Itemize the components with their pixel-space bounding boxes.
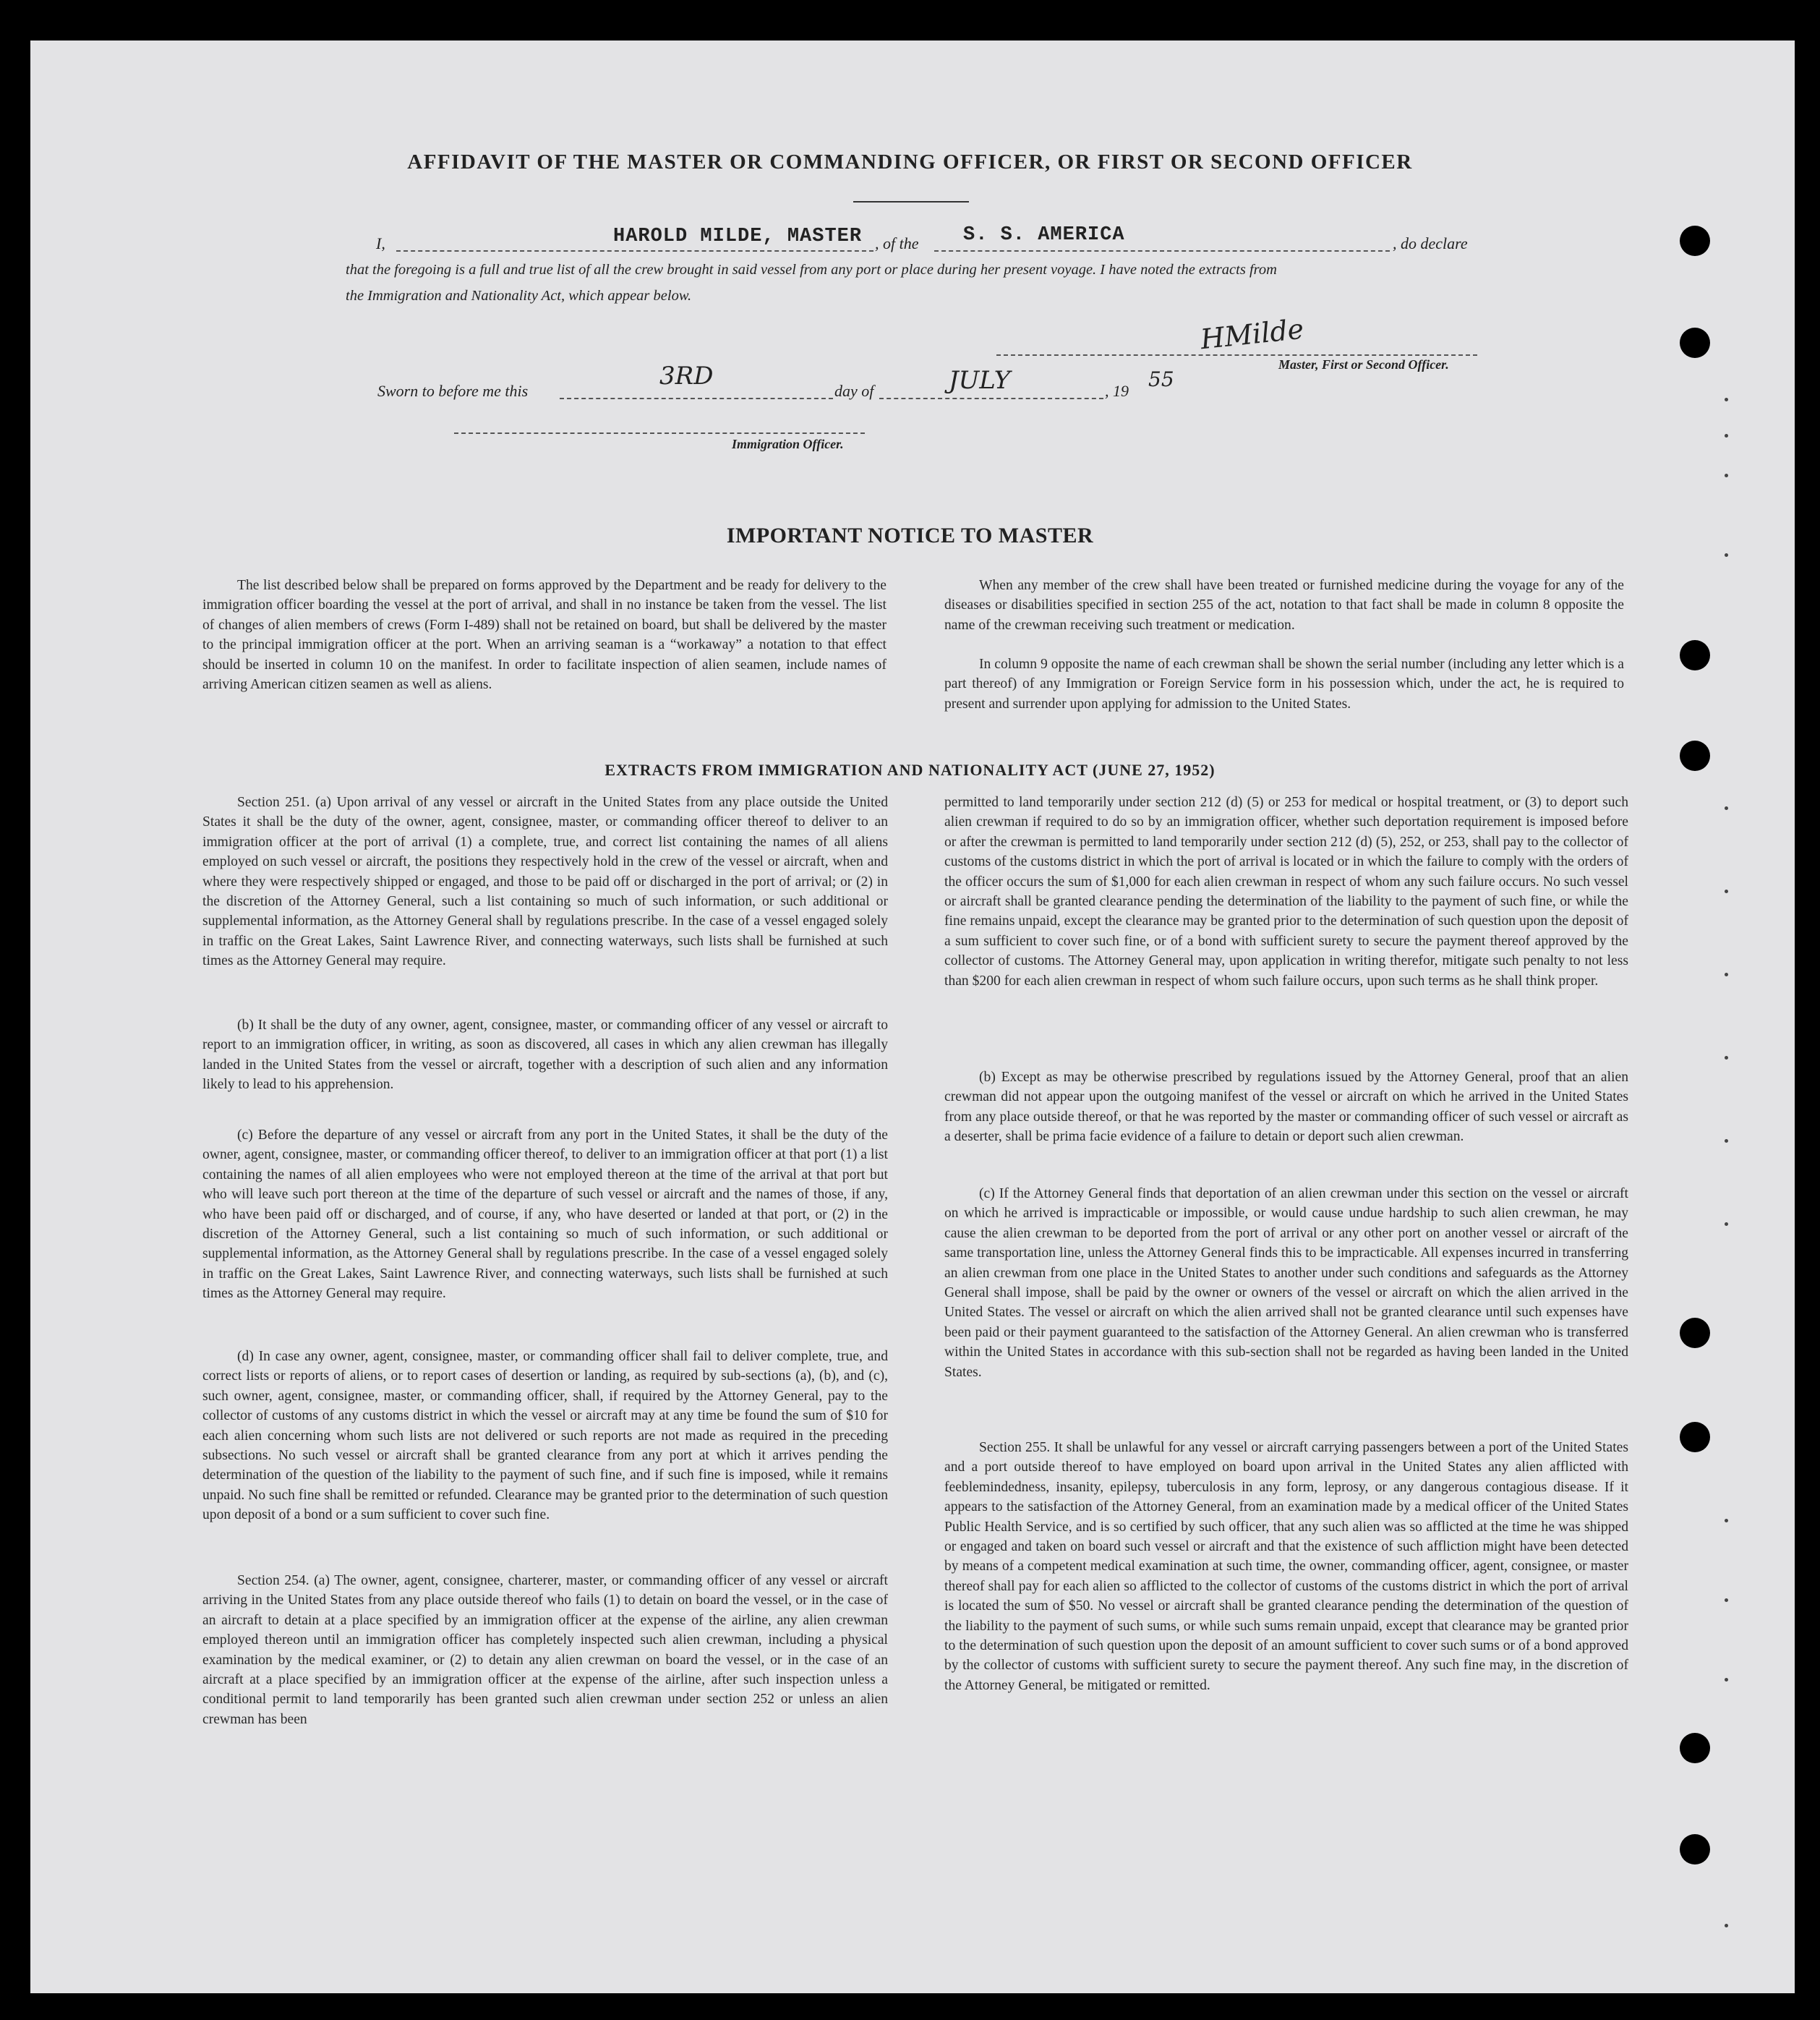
margin-speck — [1725, 553, 1728, 557]
margin-speck — [1725, 474, 1728, 477]
margin-speck — [1725, 973, 1728, 976]
sworn-day-line — [560, 398, 833, 399]
margin-speck — [1725, 1056, 1728, 1060]
margin-speck — [1725, 1598, 1728, 1602]
of-the-label: , of the — [875, 234, 919, 252]
notice-left-paragraph: The list described below shall be prepared on forms approved by the Department and be ready for delivery to the immigration officer boarding the vessel at the port of arrival, and shall in no instance be taken from the vessel. The list of changes of alien members of crews (Form I-489) shall not be retained on board, but shall be delivered by the master to the principal immigration officer at the port. When an arriving seaman is a “workaway” a notation to that effect should be inserted in column 10 on the manifest. In order to facilitate inspection of alien seamen, include names of arriving American citizen seamen as well as aliens. — [202, 578, 886, 693]
section-254-b: (b) Except as may be otherwise prescribed by regulations issued by the Attorney General, proof that an alien crewman did not appear upon the outgoing manifest of the vessel or aircraft on which he arrived in the United States from any place outside thereof, or that he was reported by the master or commanding officer of such vessel or aircraft as a deserter, shall be prima facie evidence of a failure to detain or deport such alien crewman. — [944, 1070, 1628, 1145]
margin-speck — [1725, 806, 1728, 810]
declare-prefix: I, — [376, 234, 385, 252]
section-255: Section 255. It shall be unlawful for any vessel or aircraft carrying passengers between a port of the United States and a port outside thereof to have employed on board upon arrival in the United States any alien afflicted with feeblemindedness, insanity, epilepsy, tuberculosis in any form, leprosy, or any dangerous contagious disease. If it appears to the satisfaction of the Attorney General, from an examination made by a medical officer of the United States Public Health Service, and is so certified by such officer, that any such alien was so afflicted at the time he was shipped or engaged and taken on board such vessel or aircraft and that the existence of such affliction might have been detected by means of a competent medical examination at such time, the owner, commanding officer, agent, consignee, or master thereof shall pay for each alien so afflicted to the collector of customs of the customs district in which the port of arrival is located the sum of $50. No vessel or aircraft shall be granted clearance pending the determination of the question of the liability to the payment of such sums, or while such sums remain unpaid, except that clearance may be granted prior to the determination of such question upon the deposit of an amount sufficient to cover such sums or of a bond approved by the collector of customs with sufficient surety to secure the payment thereof. Any such fine may, in the discretion of the Attorney General, be mitigated or remitted. — [944, 1440, 1628, 1693]
extracts-title: EXTRACTS FROM IMMIGRATION AND NATIONALITY ACT (JUNE 27, 1952) — [604, 761, 1216, 779]
section-254-a-continued: permitted to land temporarily under section 212 (d) (5) or 253 for medical or hospital treatment, or (3) to deport such alien crewman if required to do so by an immigration officer, whether such deportation requirement is imposed before or after the crewman is permitted to land temporarily under section 212 (d) (5), 252, or 253, shall pay to the collector of customs of the customs district in which the port of arrival is located or in which the failure to comply with the orders of the officer occurs the sum of $1,000 for each alien crewman in respect of whom any such failure occurs. No such vessel or aircraft shall be granted clearance pending the determination of the liability to the payment of such fine, or while the fine remains unpaid, except the clearance may be granted prior to the determination of such question upon the deposit of a sum sufficient to cover such fine, or of a bond with sufficient surety to secure the payment thereof approved by the collector of customs. The Attorney General may, upon application in writing therefor, mitigate such penalty to not less than $200 for each alien crewman in respect of whom such failure occurs, upon such terms as he shall think proper. — [944, 795, 1628, 989]
margin-speck — [1725, 398, 1728, 401]
margin-speck — [1725, 434, 1728, 438]
margin-speck — [1725, 1678, 1728, 1682]
binder-hole — [1680, 1318, 1710, 1348]
section-251-c: (c) Before the departure of any vessel or aircraft from any port in the United States, it shall be the duty of the owner, agent, consignee, master, or commanding officer thereof, to deliver to an immigration officer at that port (1) a list containing the names of all alien employees who were not employed thereon at the time of the arrival at that port but who will leave such port thereon at the time of the departure of such vessel or aircraft and the names of those, if any, who have been paid off or discharged, and of course, if any, who have deserted or landed at that port, or (2) in the discretion of the Attorney General, such a list containing so much of such information, or such additional or supplemental information, as the Attorney General shall by regulations prescribe. In the case of a vessel engaged solely in traffic on the Great Lakes, Saint Lawrence River, and connecting waterways, such lists shall be furnished at such times as the Attorney General may require. — [202, 1128, 888, 1302]
binder-hole — [1680, 1733, 1710, 1763]
section-254-c: (c) If the Attorney General finds that deportation of an alien crewman under this section on the vessel or aircraft on which he arrived is impracticable or impossible, or would cause undue hardship to such alien crewman, he may cause the alien crewman to be deported from the port of arrival or any other port on another vessel or aircraft of the same transportation line, unless the Attorney General finds this to be impracticable. All expenses incurred in transferring an alien crewman from one place in the United States to another under such conditions and safeguards as the Attorney General shall impose, shall be paid by the owner or owners of the vessel or aircraft on which the alien arrived in the United States. The vessel or aircraft on which the alien arrived shall not be granted clearance until such expenses have been paid or their payment guaranteed to the satisfaction of the Attorney General. An alien crewman who is transferred within the United States in accordance with this sub-section shall not be regarded as having been landed in the United States. — [944, 1186, 1628, 1380]
binder-hole — [1680, 1834, 1710, 1865]
year-prefix: , 19 — [1105, 382, 1129, 400]
sworn-year: 55 — [1148, 367, 1174, 391]
officer-line — [454, 432, 865, 434]
affidavit-title: AFFIDAVIT OF THE MASTER OR COMMANDING OFFICER, OR FIRST OR SECOND OFFICER — [407, 150, 1413, 174]
sworn-day: 3RD — [659, 362, 714, 391]
signature-caption: Master, First or Second Officer. — [1278, 357, 1449, 372]
binder-hole — [1680, 226, 1710, 256]
section-251-b: (b) It shall be the duty of any owner, agent, consignee, master, or commanding officer of any vessel or aircraft to report to an immigration officer, in writing, as soon as discovered, all cases in which any alien crewman has illegally landed in the United States from the vessel or aircraft, together with a description of such alien and any information likely to lead to his apprehension. — [202, 1018, 888, 1093]
binder-hole — [1680, 1422, 1710, 1452]
vessel-name: S. S. AMERICA — [963, 224, 1125, 246]
master-name: HAROLD MILDE, MASTER — [613, 226, 863, 247]
master-signature: HMilde — [1199, 312, 1306, 356]
section-254-a: Section 254. (a) The owner, agent, consignee, charterer, master, or commanding officer of any vessel or aircraft arriving in the United States from any place outside thereof who fails (1) to detain on board the vessel, or in the case of an aircraft to detain at a place specified by an immigration officer at the expense of the airline, any alien crewman employed thereon until an immigration officer has completely inspected such alien crewman, including a physical examination by the medical examiner, or (2) to detain any alien crewman on board the vessel, or in the case of an aircraft at a place specified by an immigration officer at the expense of the airline, after such inspection unless a conditional permit to land temporarily has been granted such alien crewman under section 252 or unless an alien crewman has been — [202, 1573, 888, 1727]
margin-speck — [1725, 1519, 1728, 1522]
notice-title: IMPORTANT NOTICE TO MASTER — [726, 524, 1094, 547]
sworn-prefix: Sworn to before me this — [377, 382, 529, 400]
margin-speck — [1725, 890, 1728, 893]
title-rule — [853, 201, 969, 203]
do-declare-label: , do declare — [1393, 234, 1468, 252]
sworn-month: JULY — [949, 366, 1011, 395]
notice-right-paragraph-2: In column 9 opposite the name of each crewman shall be shown the serial number (including any letter which is a part thereof) of any Immigration or Foreign Service form in his possession which, under the act, he is required to present and surrender upon applying for admission to the United States. — [944, 657, 1624, 712]
signature-line — [996, 354, 1477, 356]
margin-speck — [1725, 1139, 1728, 1143]
day-of-label: day of — [834, 382, 874, 400]
declaration-line-3: the Immigration and Nationality Act, which appear below. — [346, 288, 692, 304]
officer-caption: Immigration Officer. — [732, 437, 844, 451]
sworn-month-line — [879, 398, 1103, 399]
section-251-a: Section 251. (a) Upon arrival of any vessel or aircraft in the United States from any place outside the United States it shall be the duty of the owner, agent, consignee, master, or commanding officer thereof to deliver to an immigration officer at the port of arrival (1) a complete, true, and correct list containing the names of all aliens employed on such vessel or aircraft, the positions they respectively hold in the crew of the vessel or aircraft, when and where they were respectively shipped or engaged, and those to be paid off or discharged in the port of arrival; or (2) in the discretion of the Attorney General, such a list containing so much of such information, or such additional or supplemental information, as the Attorney General shall by regulations prescribe. In the case of a vessel engaged solely in traffic on the Great Lakes, Saint Lawrence River, and connecting waterways, such lists shall be furnished at such times as the Attorney General may require. — [202, 795, 888, 969]
margin-speck — [1725, 1222, 1728, 1226]
notice-right-paragraph-1: When any member of the crew shall have been treated or furnished medicine during the voyage for any of the diseases or disabilities specified in section 255 of the act, notation to that fact shall be made in column 8 opposite the name of the crewman receiving such treatment or medication. — [944, 578, 1624, 633]
master-name-line — [396, 250, 873, 252]
binder-hole — [1680, 328, 1710, 358]
vessel-name-line — [934, 250, 1390, 252]
declaration-line-2: that the foregoing is a full and true list of all the crew brought in said vessel from any port or place during her present voyage. I have noted the extracts from — [346, 262, 1277, 278]
binder-hole — [1680, 640, 1710, 670]
margin-speck — [1725, 1924, 1728, 1927]
section-251-d: (d) In case any owner, agent, consignee, master, or commanding officer shall fail to deliver complete, true, and correct lists or reports of aliens, or to report cases of desertion or landing, as required by sub-sections (a), (b), and (c), such owner, agent, consignee, master, or commanding officer, shall, if required by the Attorney General, pay to the collector of customs of any customs district in which the vessel or aircraft may at any time be found the sum of $10 for each alien concerning whom such lists are not delivered or such reports are not made as required in the preceding subsections. No such vessel or aircraft shall be granted clearance from any port at which it arrives pending the determination of the question of the liability to the payment of such fine, and if such fine is imposed, while it remains unpaid. No such fine shall be remitted or refunded. Clearance may be granted prior to the determination of such question upon deposit of a bond or a sum sufficient to cover such fine. — [202, 1349, 888, 1523]
